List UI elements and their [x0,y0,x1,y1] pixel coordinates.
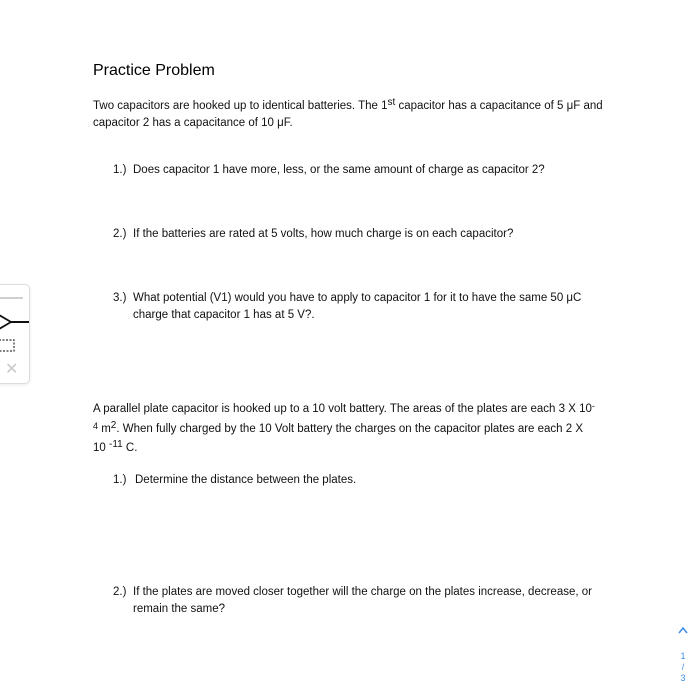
line-tool-icon [0,289,29,311]
part2-text-2: m [98,422,111,435]
line-tool-button[interactable] [0,289,29,311]
question-a1 [113,162,603,179]
question-number: 2.) [113,228,127,240]
exponent-charge: -11 [109,439,123,450]
page-separator: / [681,662,685,672]
part2-text-3: . When fully charged by the 10 Volt battery the charges on the capacitor plates are each 2 X 10 [93,422,584,454]
question-b2 [113,584,603,618]
page-title: Practice Problem [93,62,215,79]
question-text: If the batteries are rated at 5 volts, how much charge is on each capacitor? [133,228,514,240]
exponent-square: 2 [110,419,117,431]
arrow-tool-button[interactable] [0,311,29,333]
part2-text-4: C. [122,442,138,454]
exponent-area: -4 [93,401,595,431]
question-a2 [113,226,603,243]
question-number: 1.) [113,474,127,486]
intro-text-start: Two capacitors are hooked up to identical batteries. The 1 [93,100,388,112]
question-b1 [113,472,603,489]
close-icon: ✕ [5,359,19,378]
annotation-toolbar [0,284,30,384]
arrow-tool-icon [0,311,29,333]
part2-text-1: A parallel plate capacitor is hooked up to a 10 volt battery. The areas of the plates are each 3 X 10 [93,403,592,415]
question-text: Does capacitor 1 have more, less, or the same amount of charge as capacitor 2? [133,164,545,176]
total-pages: 3 [680,673,686,683]
question-number: 2.) [113,586,127,598]
question-number: 1.) [113,164,127,176]
question-text: Determine the distance between the plates. [135,474,357,486]
page-indicator [674,625,692,685]
question-text: If the plates are moved closer together will the charge on the plates increase, decrease, or remain the same? [133,586,592,615]
chevron-up-icon[interactable] [677,625,689,635]
rectangle-tool-button[interactable] [0,335,29,357]
intro-paragraph [93,98,608,132]
question-text: What potential (V1) would you have to apply to capacitor 1 for it to have the same 50 μC charge that capacitor 1 has at 5 V?. [133,292,582,321]
close-toolbar-button[interactable] [0,359,29,381]
intro-text-end: capacitor has a capacitance of 5 μF and capacitor 2 has a capacitance of 10 μF. [93,100,603,129]
intro-superscript: st [387,97,396,108]
capacitor-paragraph [93,400,598,459]
current-page-number: 1 [680,651,686,661]
question-number: 3.) [113,292,127,304]
question-a3 [113,290,598,324]
rectangle-tool-icon [0,335,29,357]
